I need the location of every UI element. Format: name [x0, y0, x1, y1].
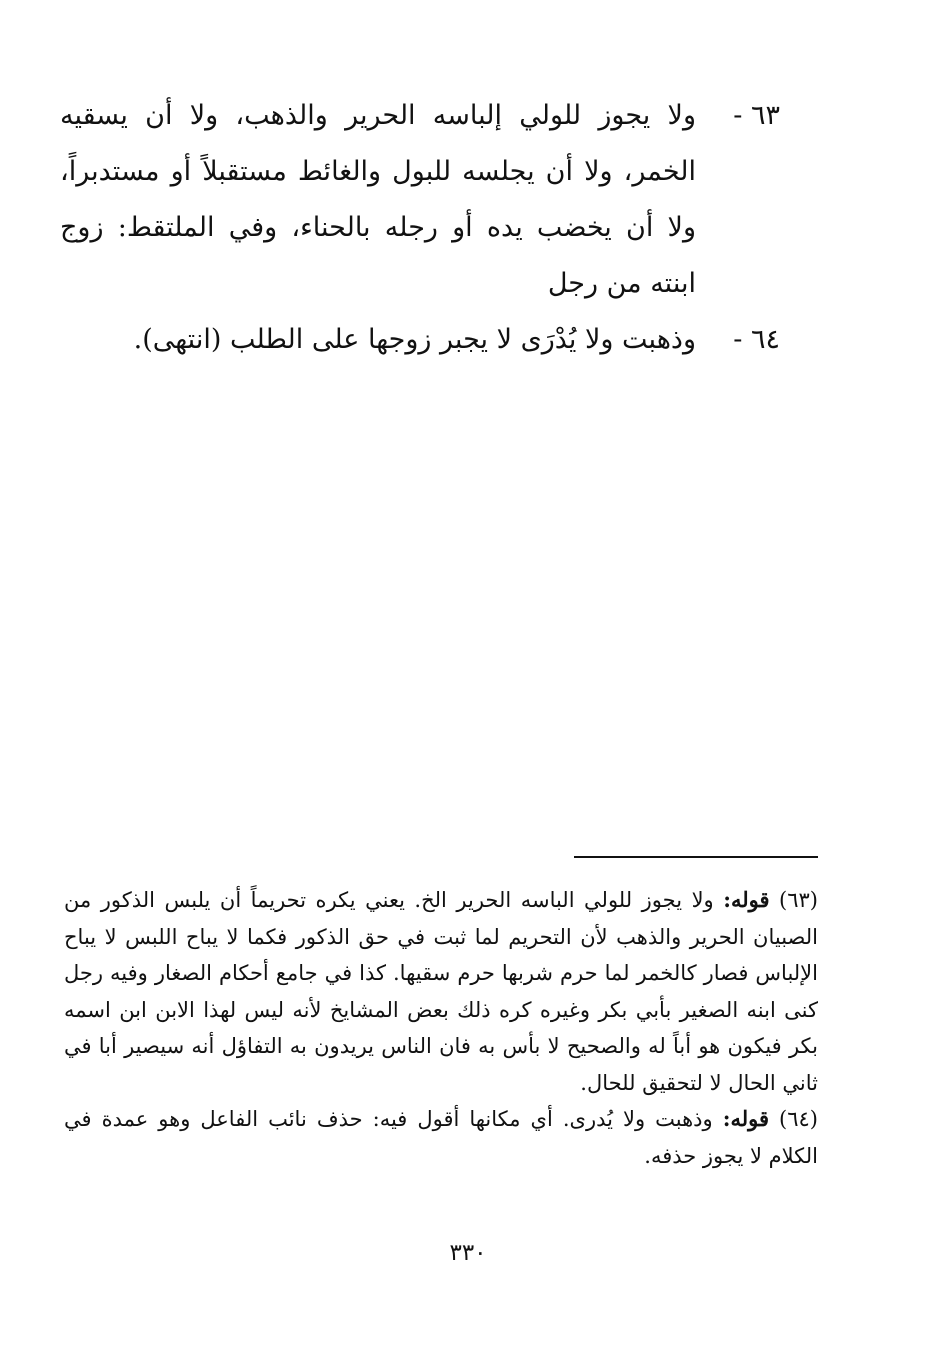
- entry-number: ٦٣ -: [733, 100, 780, 131]
- footnotes: [64, 882, 818, 1174]
- footnote-divider: [574, 856, 818, 858]
- footnote-text: وذهبت ولا يُدرى. أي مكانها أقول فيه: حذف نائب الفاعل وهو عمدة في الكلام لا يجوز حذفه.: [64, 1107, 818, 1168]
- footnote-qawl: قوله:: [723, 887, 770, 912]
- entry-text: وذهبت ولا يُدْرَى لا يجبر زوجها على الطلب (انتهى).: [133, 324, 696, 355]
- footnote-64: [64, 1101, 818, 1174]
- main-text: [60, 88, 780, 368]
- footnote-qawl: قوله:: [722, 1106, 769, 1131]
- footnote-ref: (٦٤): [779, 1107, 818, 1131]
- entry-63: [60, 88, 780, 312]
- footnote-text: ولا يجوز للولي الباسه الحرير الخ. يعني يكره تحريماً أن يلبس الذكور من الصبيان الحرير والذهب لأن التحريم لما ثبت في حق الذكور فكما لا يباح اللبس لا يباح الإلباس فصار كالخمر لما حرم شربها حرم سقيها. كذا في جامع أحكام الصغار وفيه رجل كنى ابنه الصغير بأبي بكر وغيره كره ذلك بعض المشايخ لأنه ليس لهذا الابن ابن اسمه بكر فيكون هو أباً له والصحيح لا بأس به فان الناس يريدون به التفاؤل أنه سيصير أبا في ثاني الحال لا لتحقيق للحال.: [64, 888, 818, 1095]
- footnote-63: [64, 882, 818, 1101]
- page-number: ٣٣٠: [449, 1240, 487, 1266]
- footnote-ref: (٦٣): [779, 888, 818, 912]
- entry-64: [60, 312, 780, 368]
- entry-text: ولا يجوز للولي إلباسه الحرير والذهب، ولا أن يسقيه الخمر، ولا أن يجلسه للبول والغائط مستقبلاً أو مستدبراً، ولا أن يخضب يده أو رجله بالحناء، وفي الملتقط: زوج ابنته من رجل: [60, 100, 696, 299]
- entry-number: ٦٤ -: [733, 324, 780, 355]
